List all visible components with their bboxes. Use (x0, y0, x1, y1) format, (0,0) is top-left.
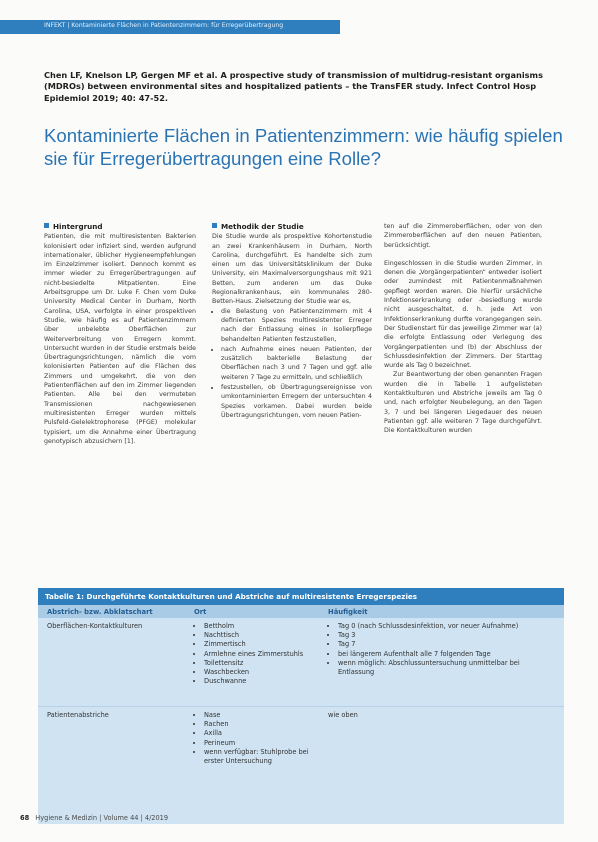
continued-text-3: Zur Beantwortung der oben genannten Fragen wurden die in Tabelle 1 aufgelisteten Kontaktkulturen und Abstriche jeweils am Tag 0 und, nach erfolgter Neubelegung, an den Tagen 3, 7 und bei längeren Liegedauer des neuen Patienten ggf. alle weiteren 7 Tage durchgeführt. Die Kontaktkulturen wurden (384, 371, 542, 435)
column-methods (212, 222, 372, 421)
table-row (38, 706, 564, 817)
list-item: • Rachen (204, 720, 324, 729)
list-item: • die Belastung von Patientenzimmern mit 4 definierten Spezies multiresistenter Erreger nach der Entlassung eines in Isolierpflege behandelten Patienten festzustellen, (221, 307, 372, 344)
background-text: Patienten, die mit multiresistenten Bakterien kolonisiert oder infiziert sind, werden aufgrund internationaler, üblicher Hygieneempfehlungen im Einzelzimmer isoliert. Dennoch kommt es immer wieder zu Erregerübertragungen auf nicht-besiedelte Mitpatienten. Eine Arbeitsgruppe um Dr. Luke F. Chen vom Duke University Medical Center in Durham, North Carolina, USA, verfolgte in einer prospektiven Studie, wie häufig es auf Patientenzimmern über unbelebte Oberflächen zur Weiterverbreitung von Erregern kommt. Untersucht wurden in der Studie erstmals beide Übertragungsrichtungen, nämlich die vom kolonisierten Patienten auf die Flächen des Zimmers und umgekehrt, die von den Patientenflächen auf den im Zimmer liegenden Patienten. Alle bei den vermuteten Transmissionen nachgewiesenen multiresistenten Erreger wurden mittels Pulsfeld-Gelelektrophorese (PFGE) molekular typisiert, um die Annahme einer Übertragung genotypisch abzusichern [1]. (44, 233, 196, 445)
list-item: • Duschwanne (204, 677, 324, 686)
square-bullet-icon (212, 223, 217, 228)
table-cell-frequency (328, 622, 548, 677)
table-cell-type: Patientenabstriche (47, 711, 109, 719)
citation: Chen LF, Knelson LP, Gergen MF et al. A prospective study of transmission of multidrug-resistant organisms (MDROs) between environmental sites and hospitalized patients – the TransFER study. Infect Control Hosp Epidemiol 2019; 40: 47-52. (44, 70, 543, 103)
continued-text-1: ten auf die Zimmeroberflächen, oder von den Zimmeroberflächen auf den neuen Patienten, berücksichtigt. (384, 223, 542, 249)
table-title: Tabelle 1: Durchgeführte Kontaktkulturen und Abstriche auf multiresistente Erregerspezies (38, 588, 564, 605)
methods-bullets (212, 307, 372, 421)
list-item: • wenn möglich: Abschlussuntersuchung unmittelbar bei Entlassung (338, 659, 548, 677)
list-item: • Tag 0 (nach Schlussdesinfektion, vor neuer Aufnahme) (338, 622, 548, 631)
list-item: • nach Aufnahme eines neuen Patienten, der zusätzlich bakterielle Belastung der Oberflächen nach 3 und 7 Tagen und ggf. alle weiteren 7 Tage zu ermitteln, und schließlich (221, 345, 372, 382)
heading-background: Hintergrund (44, 222, 196, 231)
square-bullet-icon (44, 223, 49, 228)
list-item: • Waschbecken (204, 668, 324, 677)
section-header-bar (0, 20, 340, 34)
list-item: • bei längerem Aufenthalt alle 7 folgenden Tage (338, 650, 548, 659)
section-label: INFEKT | Kontaminierte Flächen in Patientenzimmern: für Erregerübertragung (44, 22, 284, 29)
table-cell-frequency: wie oben (328, 711, 358, 719)
continued-text-2: Eingeschlossen in die Studie wurden Zimmer, in denen die „Vorgängerpatienten“ entweder isoliert oder zumindest mit Patientenmaßnahmen gepflegt worden waren. Die hierfür ursächliche Infektionserkrankung oder -besiedlung wurde nicht ausgeschaltet, d. h. jede Art von Infektionserkrankung durfte vorangegangen sein. Der Studienstart für das jeweilige Zimmer war (a) die erfolgte Entlassung oder Verlegung des Vorgängerpatienten und (b) der Abschluss der Schlussdesinfektion der Zimmers. Der Starttag wurde als Tag 0 bezeichnet. (384, 259, 542, 370)
list-item: • Toilettensitz (204, 659, 324, 668)
methods-text: Die Studie wurde als prospektive Kohortenstudie an zwei Krankenhäusern in Durham, North Carolina, durchgeführt. Es handelte sich zum einen um das Universitätsklinikum der Duke University, ein Maximalversorgungshaus mit 921 Betten, zum anderen um das Duke Regionalkrankenhaus, ein kommunales 280-Betten-Haus. Zielsetzung der Studie war es, (212, 233, 372, 306)
list-item: • festzustellen, ob Übertragungsereignisse von umkontaminierten Erregern der untersuchten 4 Spezies vorkamen. Dabei wurden beide Übertragungsrichtungen, vom neuen Patien- (221, 383, 372, 420)
list-item: • Perineum (204, 739, 324, 748)
table-row (38, 618, 564, 706)
list-item: • Tag 7 (338, 640, 548, 649)
article-title: Kontaminierte Flächen in Patientenzimmern: wie häufig spielen sie für Erregerübertragungen eine Rolle? (44, 125, 563, 169)
table-1 (38, 588, 564, 824)
table-cell-places (194, 711, 324, 766)
list-item: • wenn verfügbar: Stuhlprobe bei erster Untersuchung (204, 748, 324, 766)
page-number: 68 (20, 814, 30, 822)
list-item: • Tag 3 (338, 631, 548, 640)
table-header-row (38, 605, 564, 618)
list-item: • Axilla (204, 729, 324, 738)
page-footer (20, 814, 168, 822)
table-header-type: Abstrich- bzw. Abklatschart (47, 608, 153, 616)
heading-methods: Methodik der Studie (212, 222, 372, 231)
list-item: • Bettholm (204, 622, 324, 631)
table-header-frequency: Häufigkeit (328, 608, 368, 616)
journal-info: Hygiene & Medizin | Volume 44 | 4/2019 (35, 814, 169, 822)
table-cell-places (194, 622, 324, 686)
list-item: • Zimmertisch (204, 640, 324, 649)
list-item: • Nachttisch (204, 631, 324, 640)
column-background (44, 222, 196, 446)
table-cell-type: Oberflächen-Kontaktkulturen (47, 622, 143, 630)
table-header-place: Ort (194, 608, 207, 616)
list-item: • Nase (204, 711, 324, 720)
column-continued (384, 222, 542, 436)
list-item: • Armlehne eines Zimmerstuhls (204, 650, 324, 659)
